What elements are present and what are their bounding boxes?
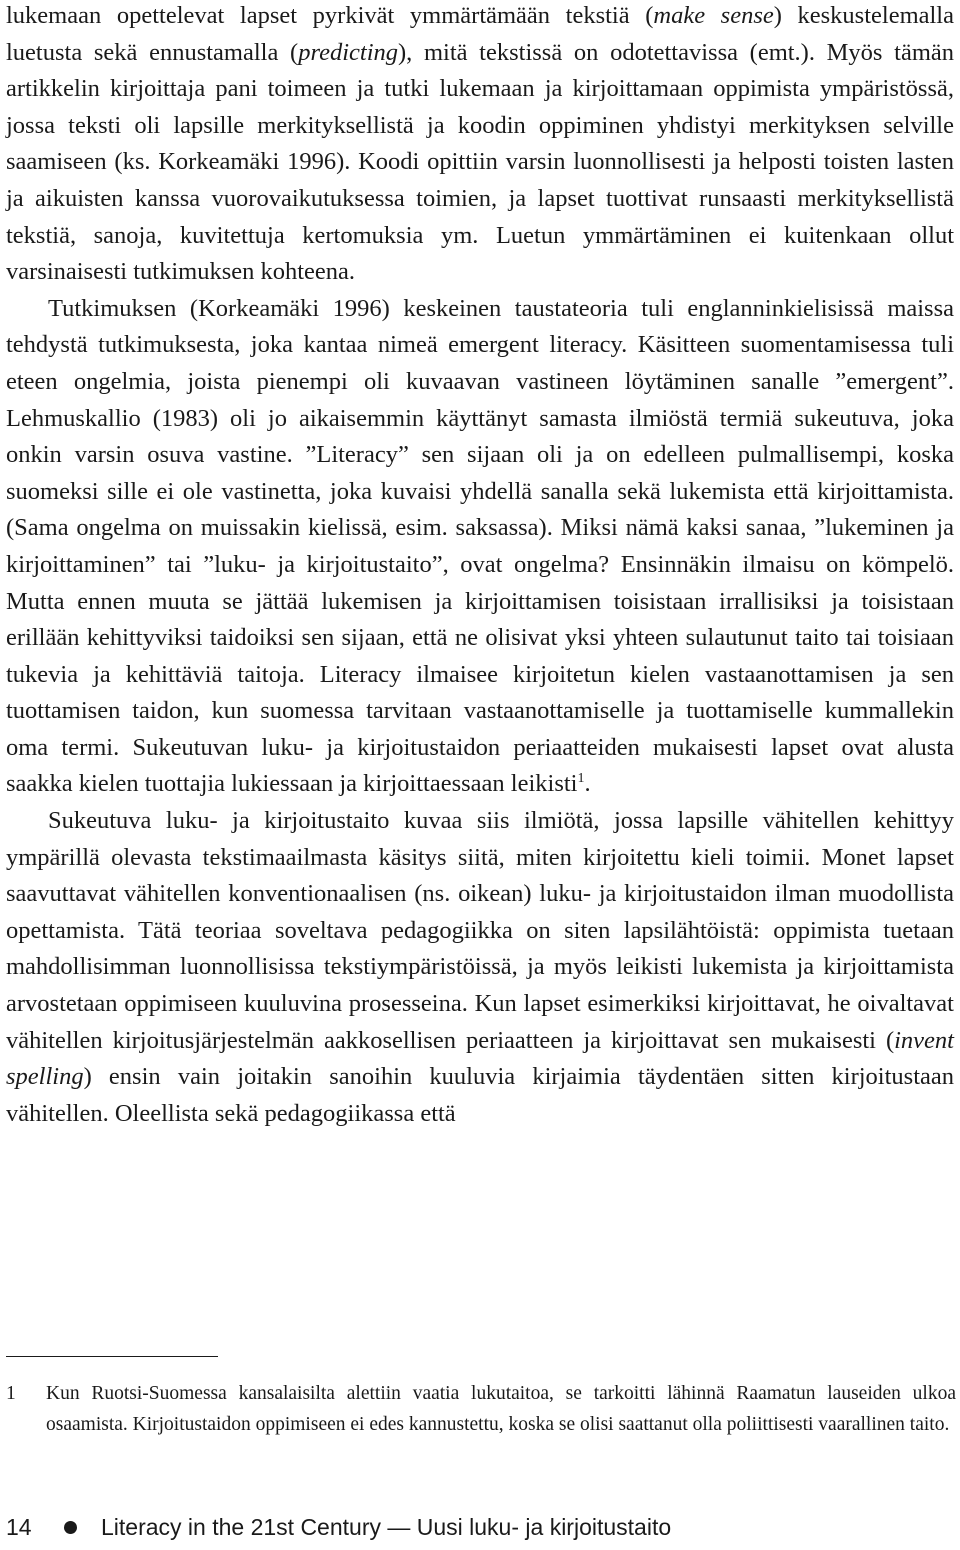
document-page (6, 0, 954, 1132)
text-run: ), mitä tekstissä on odotettavissa (emt.). Myös tämän artikkelin kirjoittaja pani toimeen ja tutki lukemaan ja kirjoittamaan oppimista ympäristössä, jossa teksti oli lapsille merkityksellistä ja koodin oppiminen yhdistyi merkityksen selville saamiseen (ks. Korkeamäki 1996). Koodi opittiin varsin luonnollisesti ja helposti toisten lasten ja aikuisten kanssa vuorovaikutuksessa toimien, ja lapset tuottivat runsaasti merkityksellistä tekstiä, sanoja, kuvitettuja kertomuksia ym. Luetun ymmärtäminen ei kuitenkaan ollut varsinaisesti tutkimuksen kohteena. (6, 38, 955, 286)
body-text (6, 0, 954, 1132)
paragraph-1 (6, 0, 954, 291)
page-number: 14 (6, 1514, 32, 1540)
text-run: Tutkimuksen (Korkeamäki 1996) keskeinen taustateoria tuli englanninkielisissä maissa tehdystä tutkimuksesta, joka kantaa nimeä emergent literacy. Käsitteen suomentamisessa tuli eteen ongelmia, joista pienempi oli kuvaavan vastineen löytäminen sanalle ”emergent”. Lehmuskallio (1983) oli jo aikaisemmin käyttänyt samasta ilmiöstä termiä sukeutuva, joka onkin varsin osuva vastine. ”Literacy” sen sijaan oli ja on edelleen pulmallisempi, koska suomeksi sille ei ole vastinetta, joka kuvaisi yhdellä sanalla sekä lukemista että kirjoittamista. (Sama ongelma on muissakin kielissä, esim. saksassa). Miksi nämä kaksi sanaa, ”lukeminen ja kirjoittaminen” tai ”luku- ja kirjoitustaito”, ovat ongelma? Ensinnäkin ilmaisu on kömpelö. Mutta ennen muuta se jättää lukemisen ja kirjoittamisen toisistaan irrallisiksi ja toisistaan erillään kehittyviksi taidoiksi sen sijaan, että ne olisivat yksi yhteen sulautunut taito tai toisiaan tukevia ja kehittäviä taitoja. Literacy ilmaisee kirjoitetun kielen vastaanottamisen ja sen tuottamisen taidon, kun suomessa tarvitaan vastaanottamiselle ja tuottamiselle kummallekin oma termi. Sukeutuvan luku- ja kirjoitustaidon periaatteiden mukaisesti lapset ovat alusta saakka kielen tuottajia lukiessaan ja kirjoittaessaan leikisti (6, 294, 954, 798)
text-run: . (584, 770, 591, 798)
footnote-separator (6, 1356, 218, 1357)
text-run: ) keskustelemalla luetusta sekä ennustamalla ( (6, 2, 954, 66)
text-run: lukemaan opettelevat lapset pyrkivät ymmärtämään tekstiä ( (6, 2, 654, 29)
footnote-text: Kun Ruotsi-Suomessa kansalaisilta alettiin vaatia lukutaitoa, se tarkoitti lähinnä Raamatun lauseiden ulkoa osaamista. Kirjoitustaidon oppimiseen ei edes kannustettu, koska se olisi saattanut olla poliittisesti vaarallinen taito. (46, 1383, 956, 1435)
footnote-reference: 1 (577, 771, 585, 787)
footnote (6, 1378, 956, 1440)
emphasis-text: make sense (653, 2, 774, 29)
running-title: Literacy in the 21st Century — Uusi luku- ja kirjoitustaito (101, 1514, 672, 1540)
footnote-number: 1 (6, 1383, 16, 1404)
bullet-icon (64, 1521, 77, 1534)
text-run: ) ensin vain joitakin sanoihin kuuluvia kirjaimia täydentäen sitten kirjoitustaan vähitellen. Oleellista sekä pedagogiikassa että (6, 1063, 954, 1127)
paragraph-2 (6, 291, 954, 803)
running-footer (6, 1514, 671, 1541)
paragraph-3 (6, 803, 954, 1132)
emphasis-text: invent spelling (6, 1026, 954, 1091)
emphasis-text: predicting (298, 38, 398, 66)
text-run: Sukeutuva luku- ja kirjoitustaito kuvaa siis ilmiötä, jossa lapsille vähitellen kehittyy ympärillä olevasta tekstimaailmasta käsitys siitä, miten kirjoitettu kieli toimii. Monet lapset saavuttavat vähitellen konventionaalisen (ns. oikean) luku- ja kirjoitustaidon ilman muodollista opettamista. Tätä teoriaa soveltava pedagogiikka on siten lapsilähtöistä: oppimista tuetaan mahdollisimman luonnollisissa tekstiympäristöissä, ja myös leikisti lukemista ja kirjoittamista arvostetaan oppimiseen kuuluvina prosesseina. Kun lapset esimerkiksi kirjoittavat, he oivaltavat vähitellen kirjoitusjärjestelmän aakkosellisen periaatteen ja kirjoittavat sen mukaisesti ( (6, 807, 954, 1054)
